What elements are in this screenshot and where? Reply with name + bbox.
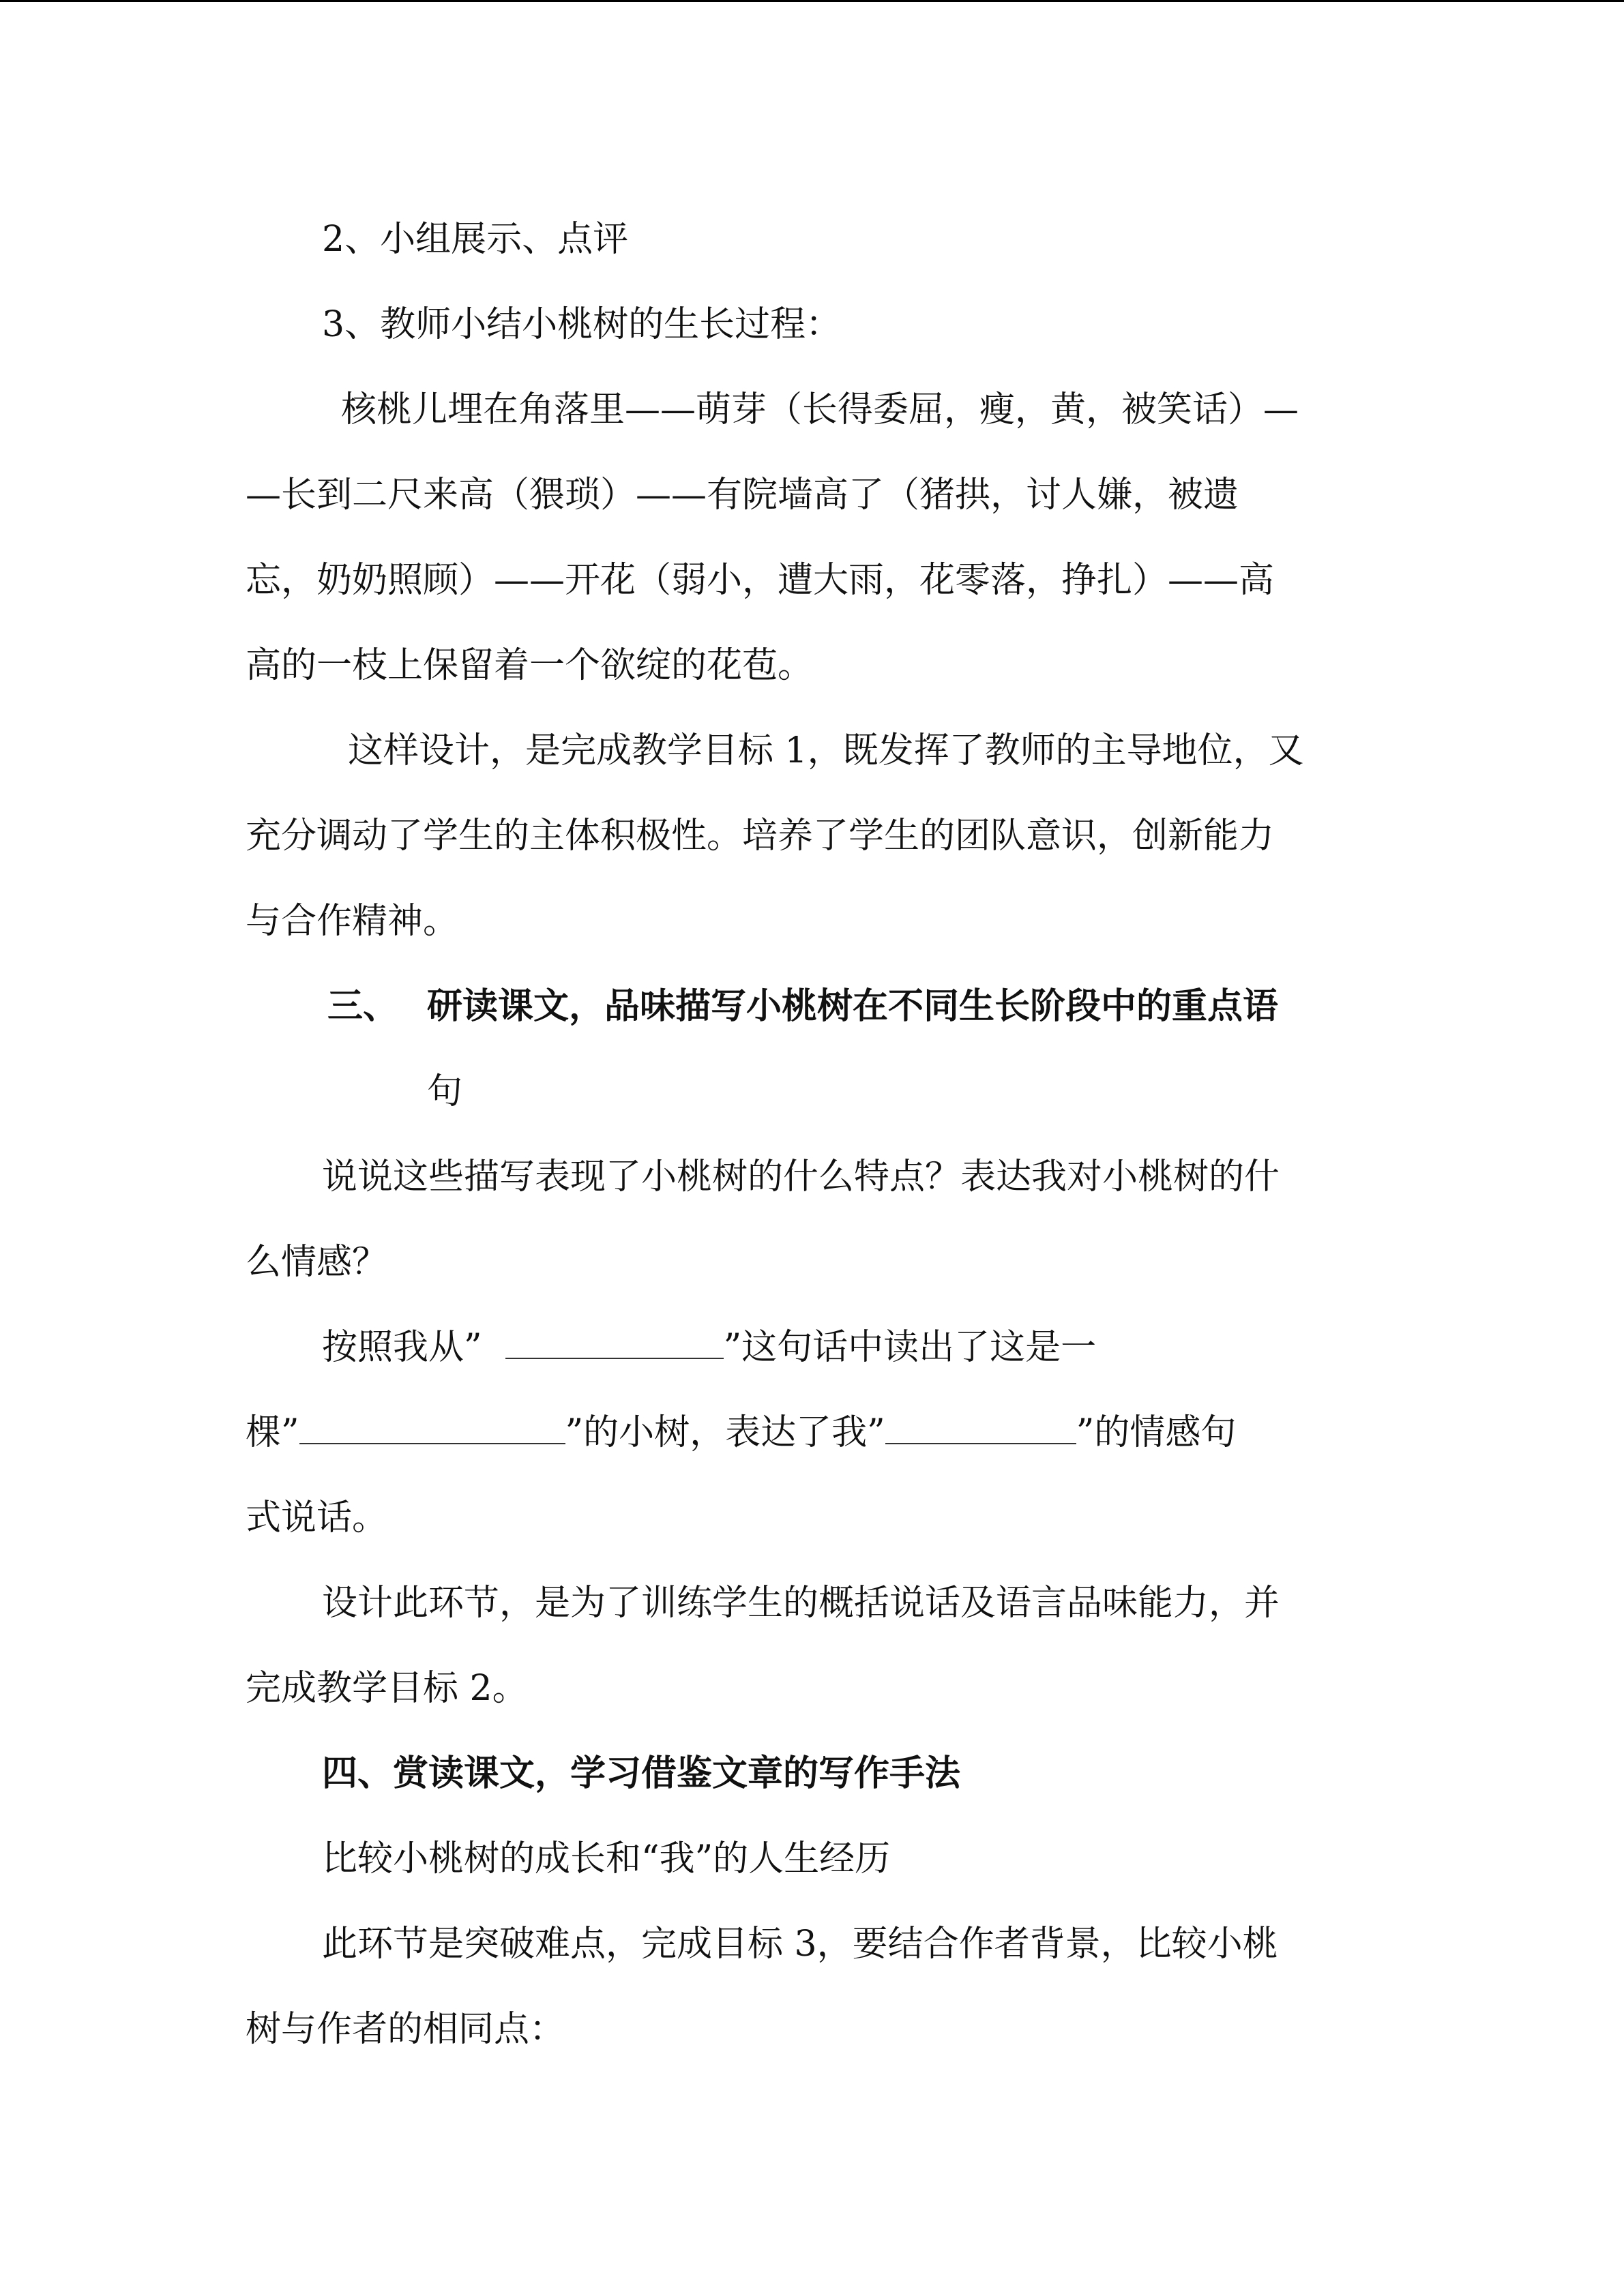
section-four-title: 四、赏读课文，学习借鉴文章的写作手法 (322, 1753, 961, 1794)
sentence-pattern-line-3: 式说话。 (246, 1497, 388, 1538)
fill-in-blank-2 (299, 1412, 565, 1444)
sentence-pattern-part-e: ”的情感句 (1076, 1412, 1237, 1453)
section-three-note-line-1: 设计此环节，是为了训练学生的概括说话及语言品味能力，并 (322, 1583, 1280, 1624)
growth-process-line-3: 忘，奶奶照顾）——开花（弱小，遭大雨，花零落，挣扎）——高 (246, 560, 1275, 601)
section-three-number: 三、 (327, 985, 399, 1027)
design-note-1-line-1: 这样设计，是完成教学目标 1，既发挥了教师的主导地位，又 (348, 730, 1304, 771)
growth-process-line-4: 高的一枝上保留着一个欲绽的花苞。 (246, 645, 814, 686)
growth-process-line-2: —长到二尺来高（猥琐）——有院墙高了（猪拱，讨人嫌，被遗 (246, 475, 1239, 516)
sentence-pattern-part-d: ”的小树，表达了我” (565, 1412, 885, 1453)
document-page (246, 0, 1391, 2296)
section-four-compare: 比较小桃树的成长和“我”的人生经历 (322, 1838, 891, 1879)
sentence-pattern-part-c: 棵” (246, 1412, 299, 1453)
section-four-note-line-2: 树与作者的相同点： (246, 2009, 565, 2050)
sentence-pattern-part-b: ”这句话中读出了这是一 (723, 1327, 1097, 1368)
section-three-title: 研读课文，品味描写小桃树在不同生长阶段中的重点语 (427, 985, 1279, 1027)
section-three-question-line-2: 么情感？ (246, 1242, 388, 1283)
fill-in-blank-3 (885, 1412, 1076, 1444)
section-two-item-3: 3、教师小结小桃树的生长过程： (322, 304, 842, 345)
sentence-pattern-line-2 (246, 1408, 1236, 1457)
section-two-item-2: 2、小组展示、点评 (322, 219, 629, 260)
growth-process-line-1: 核桃儿埋在角落里——萌芽（长得委屈，瘦，黄，被笑话）— (341, 389, 1299, 430)
section-four-note-line-1: 此环节是突破难点，完成目标 3，要结合作者背景，比较小桃 (322, 1924, 1278, 1965)
design-note-1-line-3: 与合作精神。 (246, 901, 459, 942)
sentence-pattern-line-1 (322, 1323, 1096, 1372)
fill-in-blank-1 (505, 1326, 724, 1359)
sentence-pattern-part-a: 按照我从” (322, 1327, 482, 1368)
section-three-note-line-2: 完成教学目标 2。 (246, 1668, 528, 1709)
section-three-question-line-1: 说说这些描写表现了小桃树的什么特点？表达我对小桃树的什 (322, 1157, 1280, 1197)
section-three-title-continued: 句 (427, 1071, 463, 1112)
design-note-1-line-2: 充分调动了学生的主体积极性。培养了学生的团队意识，创新能力 (246, 816, 1275, 856)
